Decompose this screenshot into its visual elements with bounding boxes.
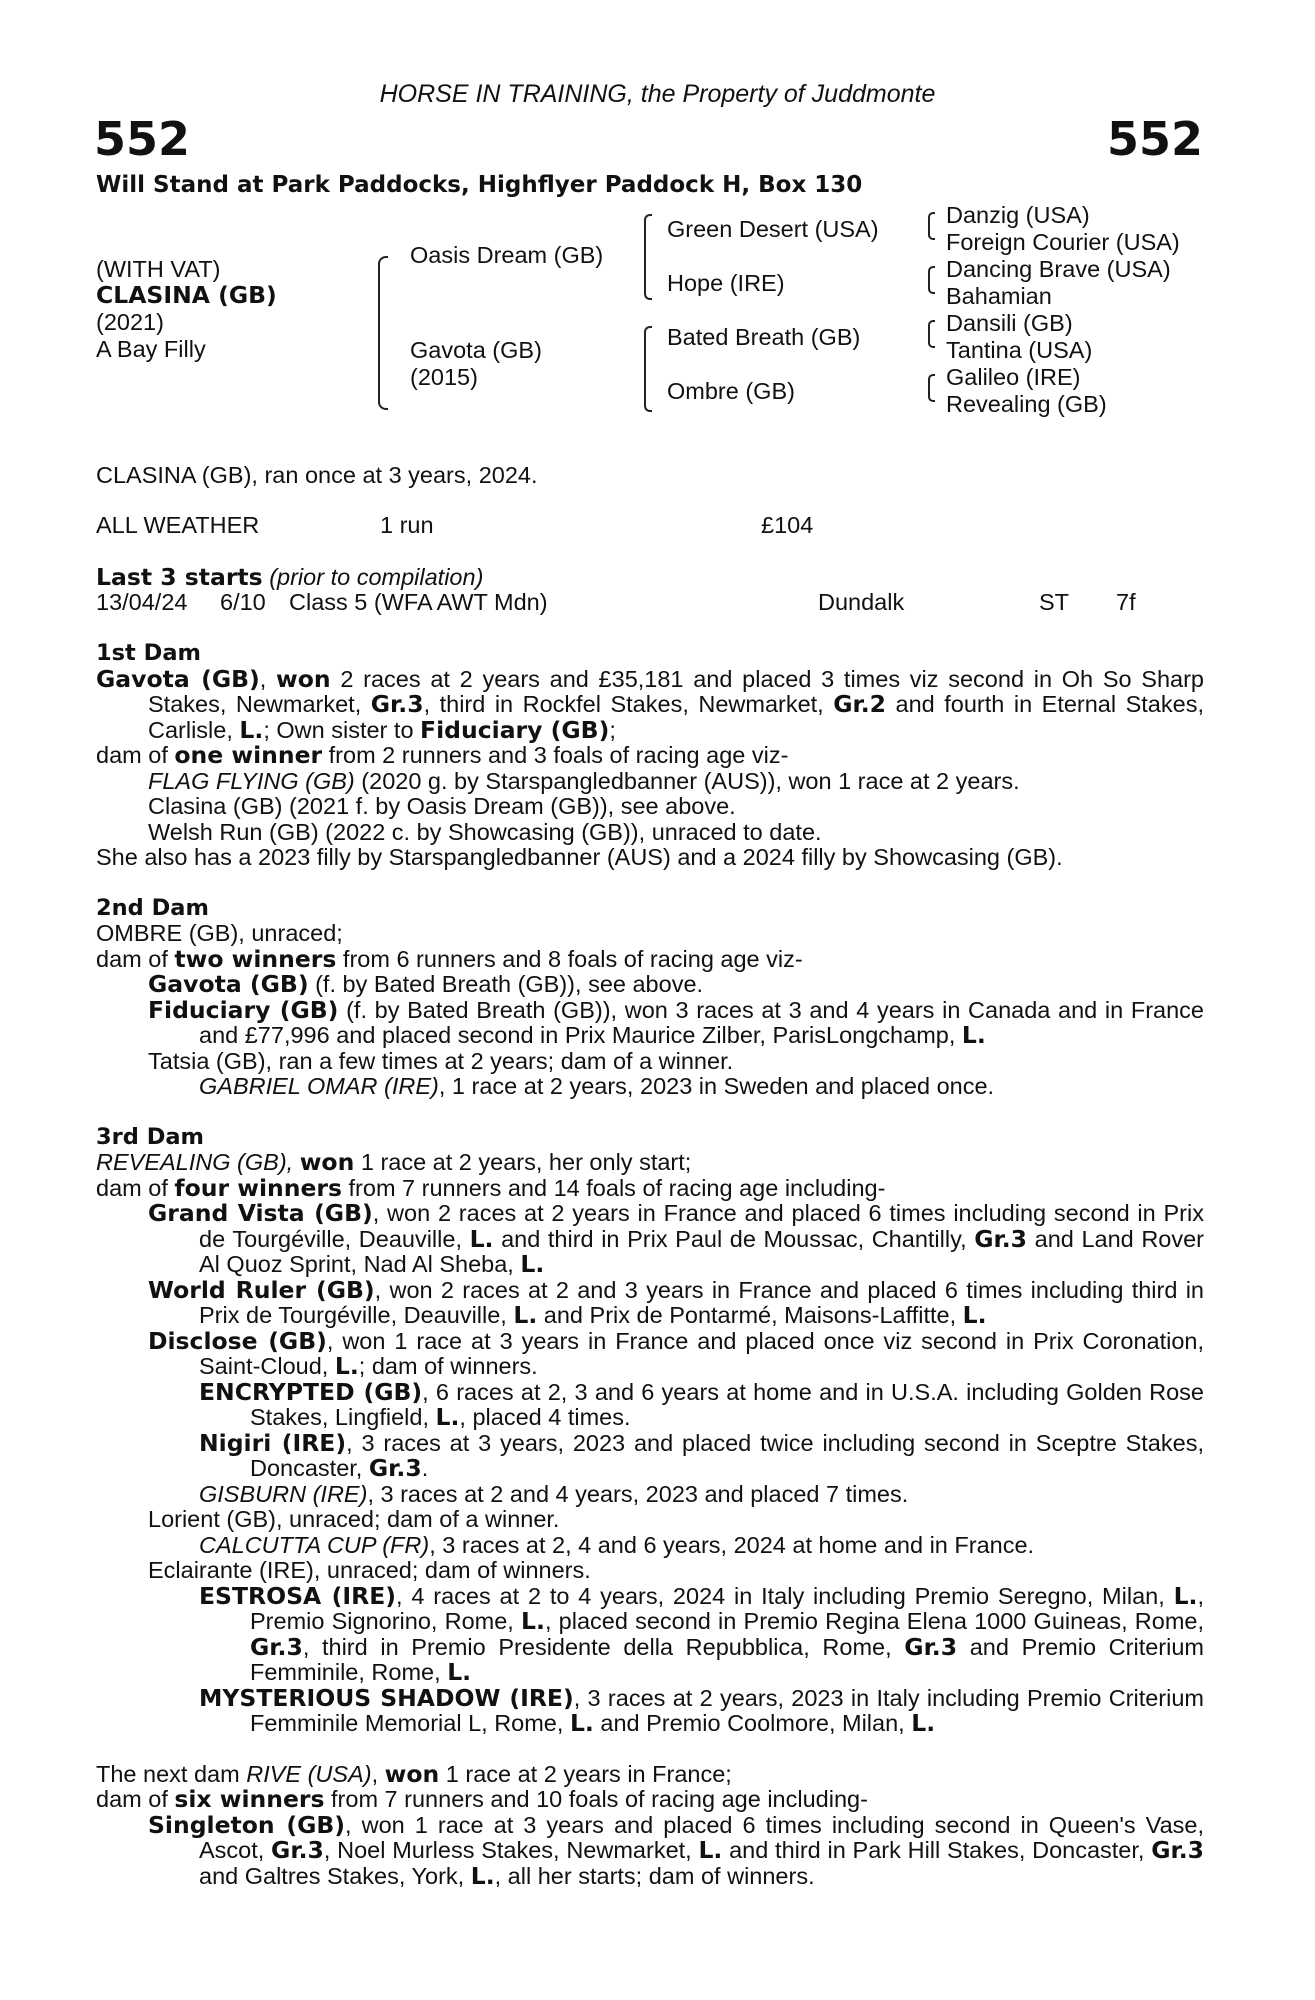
last-starts-heading <box>96 564 483 591</box>
grade-label: Gr.3 <box>368 1454 422 1482</box>
text: dam of <box>96 742 175 768</box>
earnings: £104 <box>761 512 814 538</box>
second-dam-heading: 2nd Dam <box>96 894 209 921</box>
text: , <box>371 1760 385 1787</box>
next-dam-line <box>96 1759 1204 1788</box>
produce-entry <box>96 972 1204 998</box>
produce-entry <box>96 995 1205 1049</box>
next-dam-name: RIVE (USA) <box>246 1760 372 1787</box>
text: , 3 races at 2 and 4 years, 2023 and placed 7 times. <box>367 1480 909 1507</box>
dam-section <box>96 641 1204 1889</box>
pedigree-brace-main <box>378 256 388 410</box>
third-dam-produce-summary <box>96 1173 1204 1202</box>
produce-entry <box>96 769 1204 795</box>
grade-label: Gr.3 <box>1151 1836 1204 1864</box>
pedigree-dsd: Tantina (USA) <box>946 337 1093 363</box>
pedigree-ssd: Foreign Courier (USA) <box>946 229 1180 255</box>
pedigree-brace-dd <box>928 374 935 402</box>
start-distance: 7f <box>1116 589 1136 615</box>
text: , 3 races at 3 years, 2023 and placed twice including second in Sceptre Stakes, Doncaster, <box>250 1429 1204 1481</box>
page-header-title: HORSE IN TRAINING, the Property of Juddmonte <box>379 80 936 108</box>
text: and Premio Criterium Femminile, Rome, <box>250 1633 1204 1685</box>
second-dam-produce-summary <box>96 944 1204 973</box>
first-dam-also: She also has a 2023 filly by Starspangledbanner (AUS) and a 2024 filly by Showcasing (GB). <box>96 844 1063 870</box>
produce-entry <box>96 1810 1205 1890</box>
lot-number-right: 552 <box>1106 112 1203 166</box>
first-dam-record: Gavota (GB), won 2 races at 2 years and £35,181 and placed 3 times viz second in Oh So Sharp Stakes, Newmarket, Gr.3, third in Rockfel Stakes, Newmarket, Gr.2 and fourth in Eternal Stakes, Carlisle, L.; Own sister to Fiduciary (GB); <box>96 664 1204 744</box>
start-race: Class 5 (WFA AWT Mdn) <box>289 589 548 615</box>
text: , all her starts; dam of winners. <box>494 1862 815 1889</box>
text: from 2 runners and 3 foals of racing age viz- <box>322 742 789 768</box>
text: (f. by Bated Breath (GB)), won 3 races at 3 and 4 years in Canada and in France and £77,996 and placed second in Prix Maurice Zilber, ParisLongchamp, <box>199 996 1205 1048</box>
listed-label: L. <box>521 1607 545 1635</box>
produce-name: ENCRYPTED (GB) <box>199 1377 423 1406</box>
produce-entry: Tatsia (GB), ran a few times at 2 years; dam of a winner. <box>148 1047 734 1074</box>
pedigree-dam: Gavota (GB) <box>410 337 542 363</box>
text: 2 races at 2 years and £35,181 and placed 3 times viz second in Oh So Sharp Stakes, Newmarket, <box>148 665 1204 717</box>
text: , Noel Murless Stakes, Newmarket, <box>323 1837 699 1863</box>
produce-name: Nigiri (IRE) <box>199 1428 347 1457</box>
horse-year: (2021) <box>96 309 164 335</box>
second-dam-line: OMBRE (GB), unraced; <box>96 920 343 946</box>
start-going: ST <box>1039 589 1070 615</box>
third-dam-heading: 3rd Dam <box>96 1123 204 1150</box>
produce-entry: Lorient (GB), unraced; dam of a winner. <box>148 1506 560 1532</box>
text: and third in Prix Paul de Moussac, Chantilly, <box>493 1225 975 1252</box>
produce-name: CALCUTTA CUP (FR) <box>199 1531 430 1558</box>
produce-name: World Ruler (GB) <box>148 1275 375 1304</box>
pedigree-sdd: Bahamian <box>946 283 1052 309</box>
text: and Premio Coolmore, Milan, <box>593 1710 912 1736</box>
pedigree-sire: Oasis Dream (GB) <box>410 242 604 268</box>
text: dam of <box>96 945 175 972</box>
surface-label: ALL WEATHER <box>96 512 260 538</box>
produce-entry <box>96 1683 1205 1737</box>
text: from 7 runners and 10 foals of racing age including- <box>324 1786 868 1812</box>
horse-name: CLASINA (GB) <box>96 281 277 309</box>
winners-count: six winners <box>174 1785 325 1813</box>
text: from 6 runners and 8 foals of racing age viz- <box>336 945 803 972</box>
grade-label: Gr.3 <box>250 1632 303 1661</box>
text: , won 2 races at 2 years in France and placed 6 times including second in Prix de Tourgéville, Deauville, <box>199 1200 1204 1252</box>
winners-count: four winners <box>174 1173 342 1202</box>
first-dam-produce-summary <box>96 743 1204 769</box>
listed-label: L. <box>1173 1581 1198 1610</box>
produce-entry <box>96 1326 1204 1380</box>
produce-entry <box>96 1275 1204 1329</box>
produce-entry <box>96 1074 1204 1100</box>
pedigree-brace-dam <box>644 326 652 412</box>
pedigree-dam-year: (2015) <box>410 364 478 390</box>
listed-label: L. <box>469 1224 494 1253</box>
text: The next dam <box>96 1760 247 1787</box>
produce-name: FLAG FLYING (GB) <box>148 767 355 794</box>
pedigree-dss: Dansili (GB) <box>946 310 1073 336</box>
produce-entry <box>96 1482 1204 1508</box>
text: , won 2 races at 2 and 3 years in France and placed 6 times including third in Prix de Tourgéville, Deauville, <box>199 1276 1204 1328</box>
produce-name: Fiduciary (GB) <box>148 995 339 1024</box>
grade-label: Gr.3 <box>904 1632 958 1661</box>
grade-label: Gr.3 <box>271 1836 324 1864</box>
grade-label: Gr.2 <box>833 690 887 718</box>
won-label: won <box>276 664 331 693</box>
pedigree-dam-dam: Ombre (GB) <box>667 378 795 404</box>
first-dam-name: Gavota (GB) <box>96 664 260 693</box>
first-dam-heading: 1st Dam <box>96 640 201 666</box>
text: , 6 races at 2, 3 and 6 years at home and in U.S.A. including Golden Rose Stakes, Lingfield, <box>250 1378 1204 1430</box>
winners-count: one winner <box>174 741 323 769</box>
listed-label: L. <box>961 1021 986 1049</box>
produce-name: ESTROSA (IRE) <box>199 1581 397 1610</box>
text: from 7 runners and 14 foals of racing age including- <box>342 1174 886 1201</box>
produce-entry <box>96 1428 1204 1482</box>
race-record-summary: CLASINA (GB), ran once at 3 years, 2024. <box>96 462 538 488</box>
last-starts-title: Last 3 starts <box>96 563 263 591</box>
produce-name: MYSTERIOUS SHADOW (IRE) <box>199 1683 574 1712</box>
lot-number-left: 552 <box>94 112 191 166</box>
produce-entry: Welsh Run (GB) (2022 c. by Showcasing (GB)), unraced to date. <box>148 818 822 845</box>
text: dam of <box>96 1786 175 1812</box>
winners-count: two winners <box>174 944 337 973</box>
runs-count: 1 run <box>380 512 434 538</box>
produce-name: Gavota (GB) <box>148 970 309 998</box>
pedigree-dam-sire: Bated Breath (GB) <box>667 324 861 350</box>
pedigree-brace-sire <box>644 214 652 300</box>
text: , 4 races at 2 to 4 years, 2024 in Italy including Premio Seregno, Milan, <box>396 1582 1174 1609</box>
produce-name: GISBURN (IRE) <box>199 1480 368 1507</box>
produce-entry: Eclairante (IRE), unraced; dam of winners. <box>148 1557 591 1583</box>
text: , 1 race at 2 years, 2023 in Sweden and placed once. <box>438 1073 995 1099</box>
text: , placed second in Premio Regina Elena 1000 Guineas, Rome, <box>544 1608 1205 1634</box>
text: , 3 races at 2 years, 2023 in Italy including Premio Criterium Femminile Memorial L, Rome, <box>250 1684 1205 1736</box>
listed-label: L. <box>962 1301 987 1329</box>
grade-label: Gr.3 <box>974 1224 1028 1253</box>
text: (f. by Bated Breath (GB)), see above. <box>308 971 704 997</box>
listed-label: L. <box>569 1709 594 1737</box>
text: 1 race at 2 years in France; <box>439 1760 732 1787</box>
text: and fourth in Eternal Stakes, Carlisle, <box>148 691 1204 743</box>
start-date: 13/04/24 <box>96 589 188 615</box>
stand-location: Will Stand at Park Paddocks, Highflyer Paddock H, Box 130 <box>96 172 863 198</box>
listed-label: L. <box>520 1250 545 1278</box>
text: (2020 g. by Starspangledbanner (AUS)), won 1 race at 2 years. <box>354 767 1020 794</box>
won-label: won <box>384 1759 440 1788</box>
start-position: 6/10 <box>220 589 266 615</box>
produce-entry <box>96 1533 1204 1559</box>
pedigree-brace-sd <box>928 266 935 294</box>
text: and Land Rover Al Quoz Sprint, Nad Al Sheba, <box>199 1225 1205 1277</box>
text: , Premio Signorino, Rome, <box>250 1582 1204 1634</box>
listed-label: L. <box>470 1861 495 1890</box>
pedigree-dds: Galileo (IRE) <box>946 364 1081 390</box>
listed-label: L. <box>239 715 264 744</box>
text: , 3 races at 2, 4 and 6 years, 2024 at home and in France. <box>429 1531 1035 1558</box>
text: dam of <box>96 1174 175 1201</box>
text: , third in Rockfel Stakes, Newmarket, <box>423 691 834 717</box>
last-starts-note: (prior to compilation) <box>269 564 484 590</box>
text: , won 1 race at 3 years and placed 6 times including second in Queen's Vase, Ascot, <box>199 1811 1205 1863</box>
produce-entry <box>96 1201 1204 1278</box>
listed-label: L. <box>698 1836 723 1864</box>
text: ; dam of winners. <box>358 1353 538 1379</box>
text: , won 1 race at 3 years in France and placed once viz second in Prix Coronation, Saint-Cloud, <box>199 1327 1204 1379</box>
horse-description: A Bay Filly <box>96 336 206 362</box>
third-dam-line: REVEALING (GB), won 1 race at 2 years, her only start; <box>96 1148 692 1176</box>
won-label: won <box>299 1148 355 1176</box>
text: and Prix de Pontarmé, Maisons-Laffitte, <box>537 1302 963 1328</box>
text: , placed 4 times. <box>459 1404 631 1430</box>
produce-name: Disclose (GB) <box>148 1326 327 1355</box>
listed-label: L. <box>513 1301 538 1329</box>
text: ; <box>609 716 616 743</box>
produce-entry: Clasina (GB) (2021 f. by Oasis Dream (GB)), see above. <box>148 793 736 819</box>
vat-label: (WITH VAT) <box>96 256 221 282</box>
listed-label: L. <box>435 1403 460 1431</box>
listed-label: L. <box>334 1352 359 1380</box>
produce-name: Grand Vista (GB) <box>148 1199 373 1227</box>
text: ; Own sister to <box>263 716 421 743</box>
produce-name: Singleton (GB) <box>148 1810 346 1839</box>
pedigree-sire-dam: Hope (IRE) <box>667 270 785 296</box>
pedigree-sire-sire: Green Desert (USA) <box>667 216 879 242</box>
listed-label: L. <box>447 1658 472 1686</box>
pedigree-sss: Danzig (USA) <box>946 202 1090 228</box>
produce-entry <box>96 1581 1205 1686</box>
text: and Galtres Stakes, York, <box>199 1862 471 1889</box>
produce-entry <box>96 1377 1204 1431</box>
text: . <box>421 1455 429 1481</box>
text: and third in Park Hill Stakes, Doncaster, <box>722 1837 1152 1863</box>
sister-name: Fiduciary (GB) <box>420 715 610 744</box>
listed-label: L. <box>911 1709 936 1737</box>
text: 1 race at 2 years, her only start; <box>354 1149 692 1175</box>
pedigree-sds: Dancing Brave (USA) <box>946 256 1171 282</box>
pedigree-brace-ds <box>928 320 935 348</box>
next-dam-produce-summary <box>96 1787 1204 1813</box>
pedigree-ddd: Revealing (GB) <box>946 391 1107 417</box>
grade-label: Gr.3 <box>370 690 424 718</box>
third-dam-name: REVEALING (GB) <box>96 1149 287 1175</box>
pedigree-brace-ss <box>928 212 935 240</box>
text: , third in Premio Presidente della Repubblica, Rome, <box>302 1633 905 1660</box>
start-course: Dundalk <box>818 589 905 615</box>
produce-name: GABRIEL OMAR (IRE) <box>199 1073 439 1099</box>
